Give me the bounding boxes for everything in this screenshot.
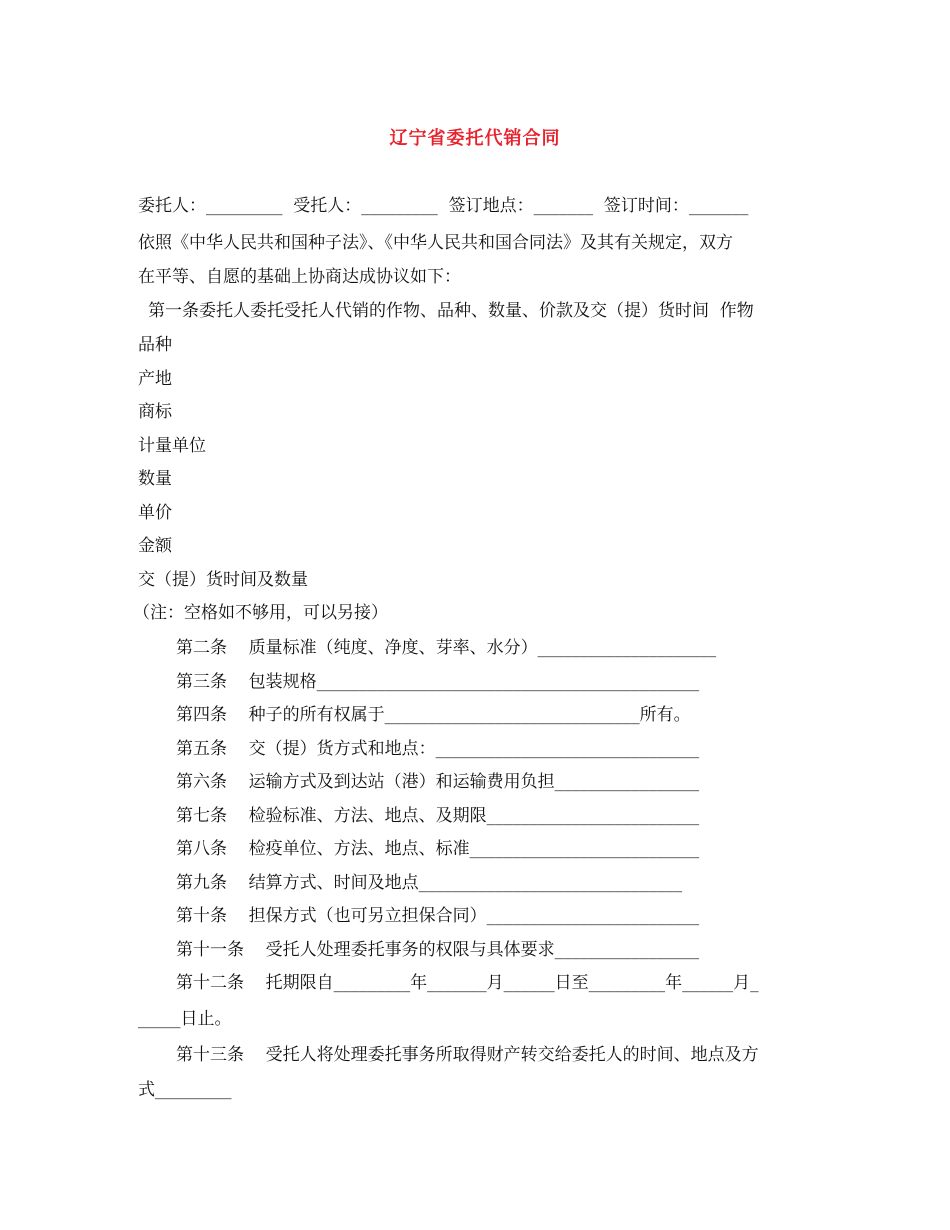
- intro-line-2: 在平等、自愿的基础上协商达成协议如下：: [138, 267, 461, 287]
- table-field: 计量单位: [138, 436, 206, 456]
- table-field: 品种: [138, 335, 172, 355]
- article-10: 第十条 担保方式（也可另立担保合同）_________________________: [176, 906, 700, 926]
- article-13-continuation: 式_________: [138, 1080, 232, 1100]
- intro-line-1: 依照《中华人民共和国种子法》、《中华人民共和国合同法》及其有关规定，双方: [138, 233, 733, 253]
- article-11: 第十一条 受托人处理委托事务的权限与具体要求_________________: [176, 940, 700, 960]
- article-13: 第十三条 受托人将处理委托事务所取得财产转交给委托人的时间、地点及方: [176, 1045, 759, 1065]
- article-4: 第四条 种子的所有权属于______________________________所有。: [176, 705, 691, 725]
- article-8: 第八条 检疫单位、方法、地点、标准___________________________: [176, 839, 700, 859]
- article-3: 第三条 包装规格_____________________________________________: [176, 672, 700, 692]
- parties-line: 委托人：_________ 受托人：_________ 签订地点：_______ 签订时间：_______: [138, 196, 749, 216]
- article-6: 第六条 运输方式及到达站（港）和运输费用负担_________________: [176, 772, 700, 792]
- article-12: 第十二条 托期限自_________年_______月______日至_________年______月_: [176, 973, 759, 993]
- article-12-continuation: _____日止。: [138, 1009, 232, 1029]
- document-title: 辽宁省委托代销合同: [389, 128, 561, 149]
- article-7: 第七条 检验标准、方法、地点、及期限_________________________: [176, 806, 700, 826]
- article-2: 第二条 质量标准（纯度、净度、芽率、水分）_____________________: [176, 638, 717, 658]
- note: （注：空格如不够用，可以另接）: [133, 603, 388, 623]
- article-5: 第五条 交（提）货方式和地点：_______________________________: [176, 739, 700, 759]
- article-9: 第九条 结算方式、时间及地点_______________________________: [176, 873, 683, 893]
- table-field: 金额: [138, 536, 172, 556]
- table-field: 数量: [138, 469, 172, 489]
- article-1: 第一条委托人委托受托人代销的作物、品种、数量、价款及交（提）货时间 作物: [148, 301, 754, 321]
- table-field: 单价: [138, 503, 172, 523]
- table-field: 交（提）货时间及数量: [138, 570, 308, 590]
- table-field: 产地: [138, 369, 172, 389]
- table-field: 商标: [138, 402, 172, 422]
